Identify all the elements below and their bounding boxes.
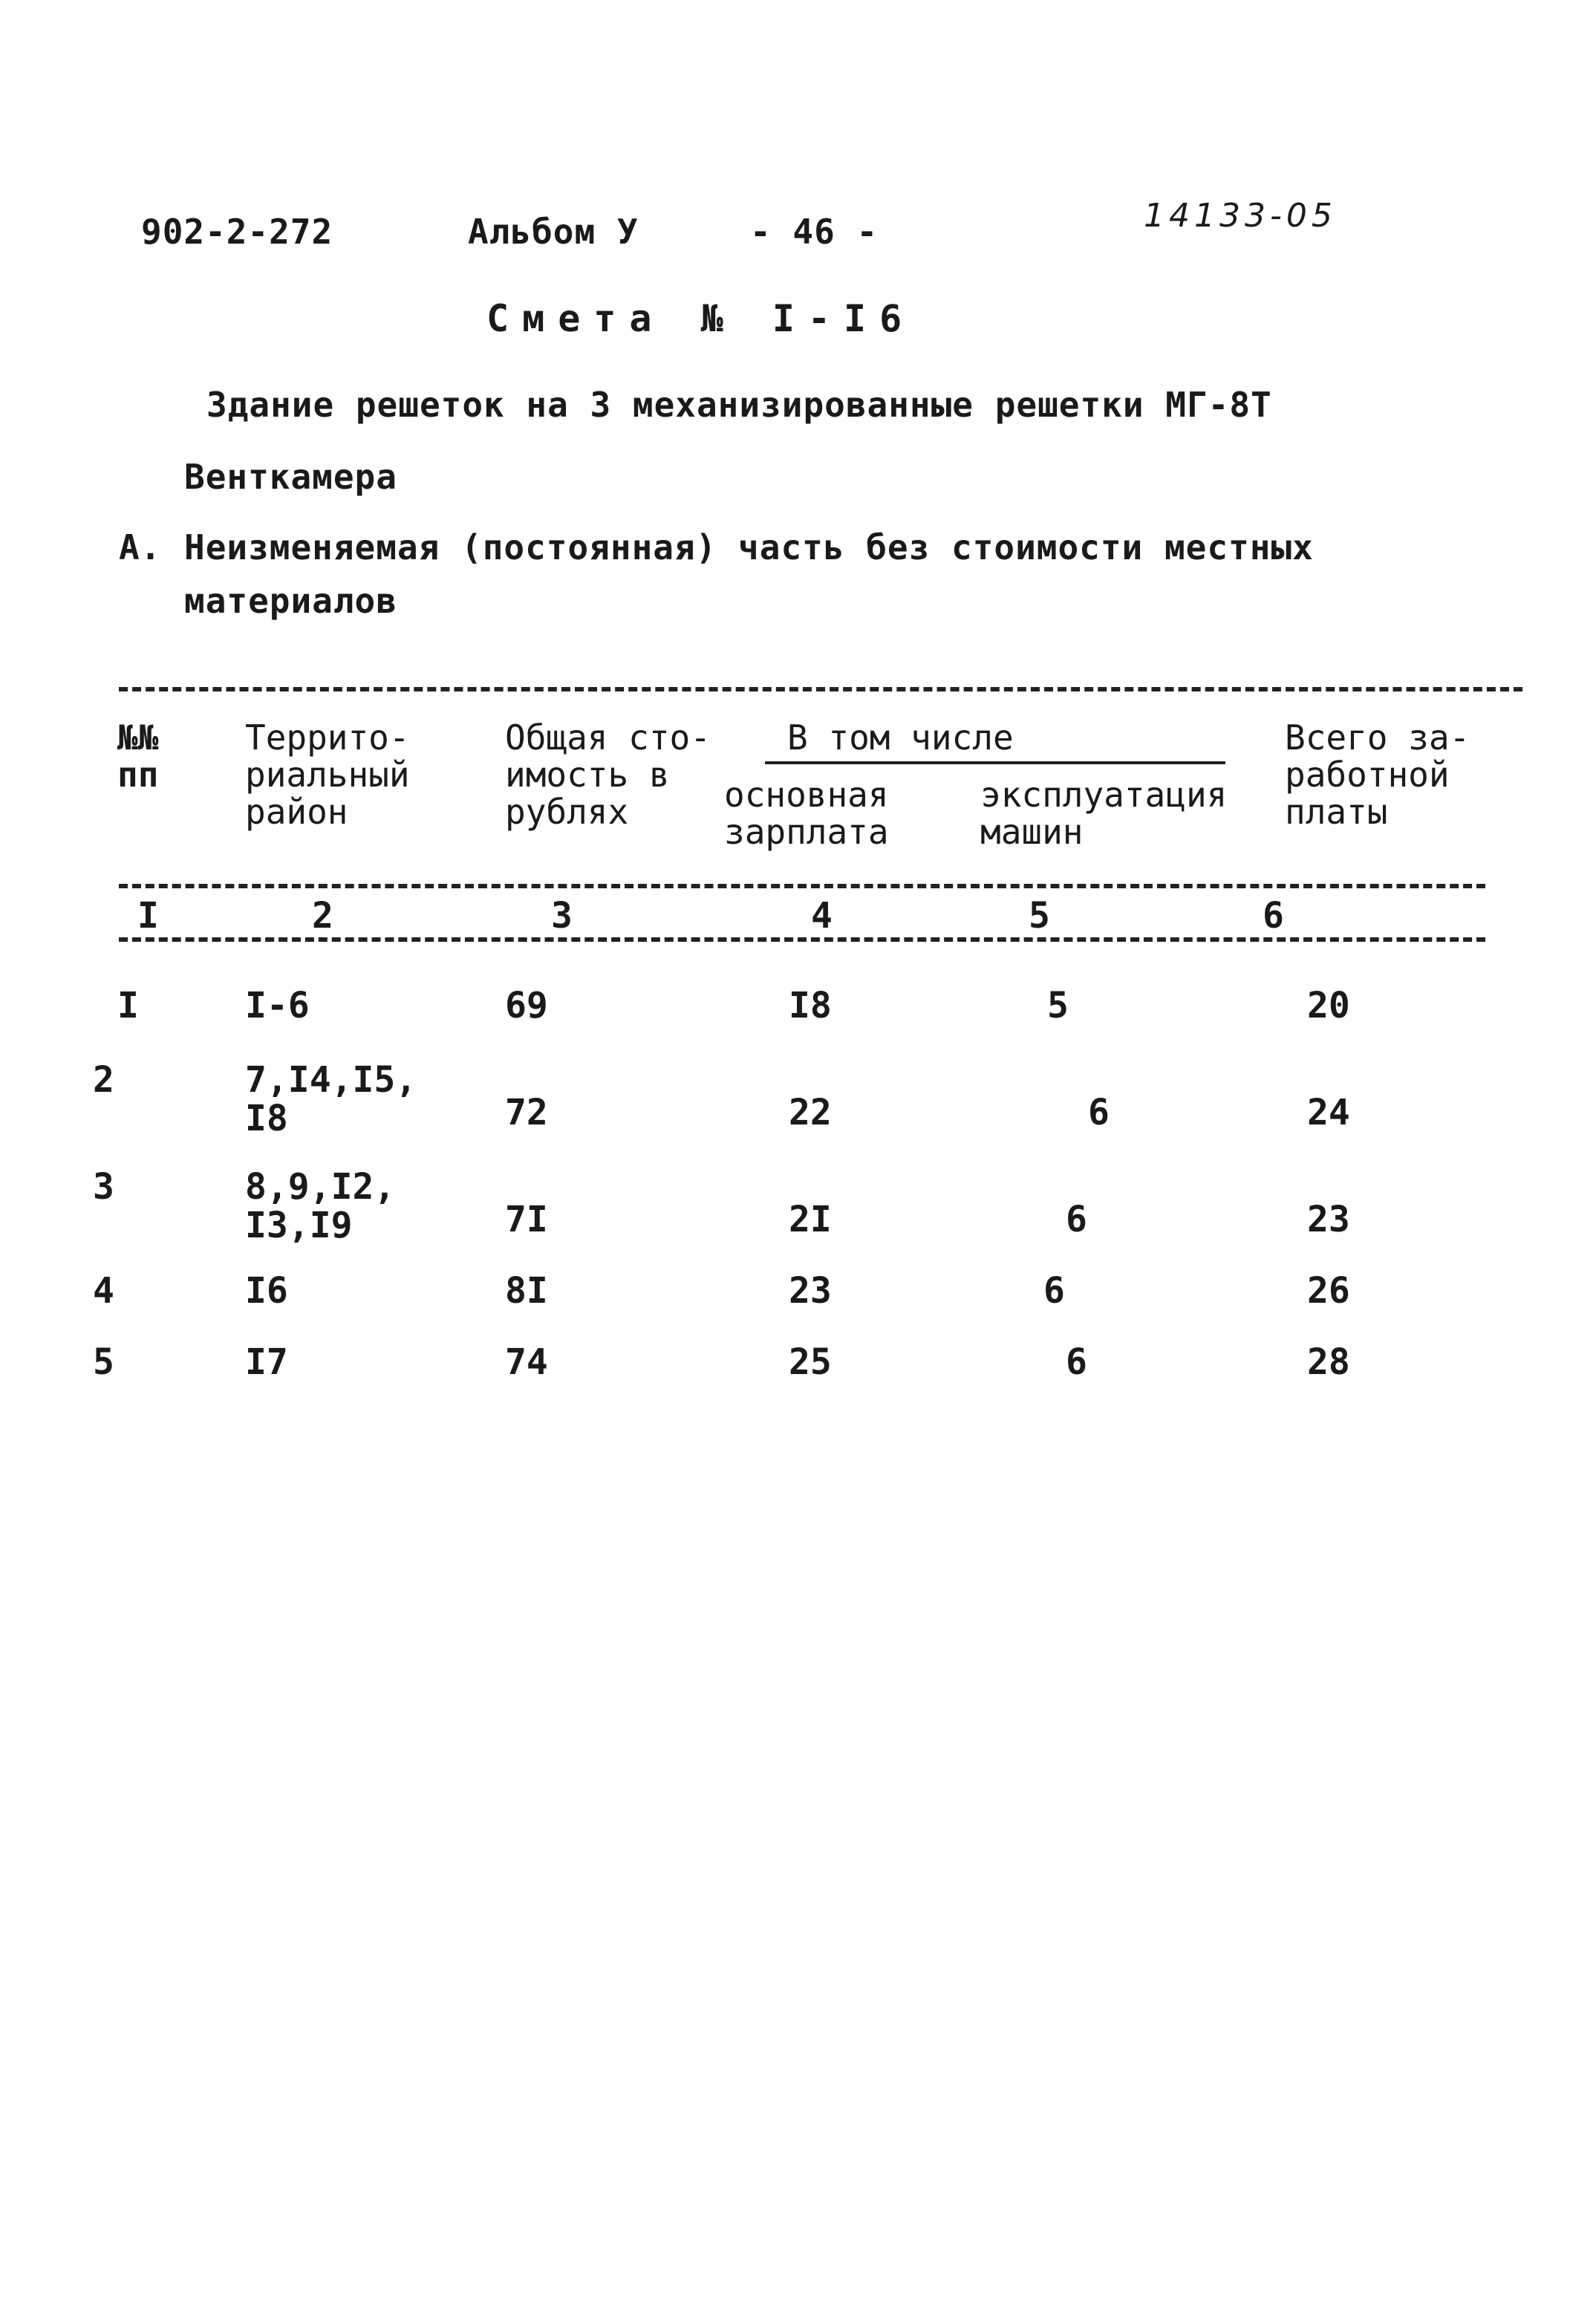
row-5-num: 5 [93,1341,114,1383]
row-1-base-wage: I8 [789,985,832,1026]
column-number-2: 2 [312,895,333,937]
estimate-title: Смета № I-I6 [486,297,916,340]
column-number-1: I [137,895,159,937]
row-1-region: I-6 [245,985,310,1026]
handwritten-code: 14133-05 [1144,197,1337,235]
column-number-3: 3 [551,895,573,937]
header-num: №№ пп [117,717,159,795]
row-1-total-cost: 69 [505,985,548,1026]
column-numbers-bottom-rule [119,937,1485,942]
row-1-num: I [117,985,139,1026]
album-label: Альбом У [468,212,639,252]
document-code: 902-2-272 [141,212,333,252]
row-4-total-cost: 8I [505,1270,548,1312]
row-2-region: 7,I4,I5, I8 [245,1059,417,1139]
row-4-num: 4 [93,1270,114,1312]
header-base-wage: основная зарплата [724,775,889,852]
section-name: Венткамера [184,457,397,497]
column-number-4: 4 [811,895,833,937]
column-numbers-top-rule [119,884,1485,888]
row-4-region: I6 [245,1270,288,1312]
row-1-total-wage: 20 [1307,985,1350,1026]
table-top-rule [119,687,1522,691]
header-including: В том числе [787,717,1014,758]
row-2-total-wage: 24 [1307,1092,1350,1133]
header-total-cost: Общая сто- имость в рублях [505,717,711,832]
row-4-total-wage: 26 [1307,1270,1350,1312]
row-2-machine-operation: 6 [1088,1092,1110,1133]
row-2-num: 2 [93,1059,114,1101]
row-3-machine-operation: 6 [1066,1199,1087,1240]
row-5-total-cost: 74 [505,1341,548,1383]
header-total-wage: Всего за- работной платы [1285,717,1470,832]
row-4-base-wage: 23 [789,1270,832,1312]
part-description-line2: материалов [184,581,397,621]
row-5-total-wage: 28 [1307,1341,1350,1383]
page-number: - 46 - [750,212,879,252]
row-5-region: I7 [245,1341,288,1383]
part-description-line1: Неизменяемая (постоянная) часть без стоимости местных [184,527,1314,567]
part-label: А. [119,527,162,567]
row-3-total-cost: 7I [505,1199,548,1240]
building-description: Здание решеток на 3 механизированные решетки МГ-8Т [206,385,1272,425]
row-3-num: 3 [93,1166,114,1208]
header-region: Террито- риальный район [245,717,410,832]
row-1-machine-operation: 5 [1047,985,1069,1026]
row-2-total-cost: 72 [505,1092,548,1133]
column-number-5: 5 [1029,895,1050,937]
row-3-base-wage: 2I [789,1199,832,1240]
row-3-total-wage: 23 [1307,1199,1350,1240]
column-number-6: 6 [1263,895,1284,937]
row-4-machine-operation: 6 [1043,1270,1065,1312]
row-3-region: 8,9,I2, I3,I9 [245,1166,396,1246]
including-underline [765,761,1225,764]
header-machine-operation: эксплуатация машин [980,775,1228,852]
row-5-base-wage: 25 [789,1341,832,1383]
row-5-machine-operation: 6 [1066,1341,1087,1383]
row-2-base-wage: 22 [789,1092,832,1133]
